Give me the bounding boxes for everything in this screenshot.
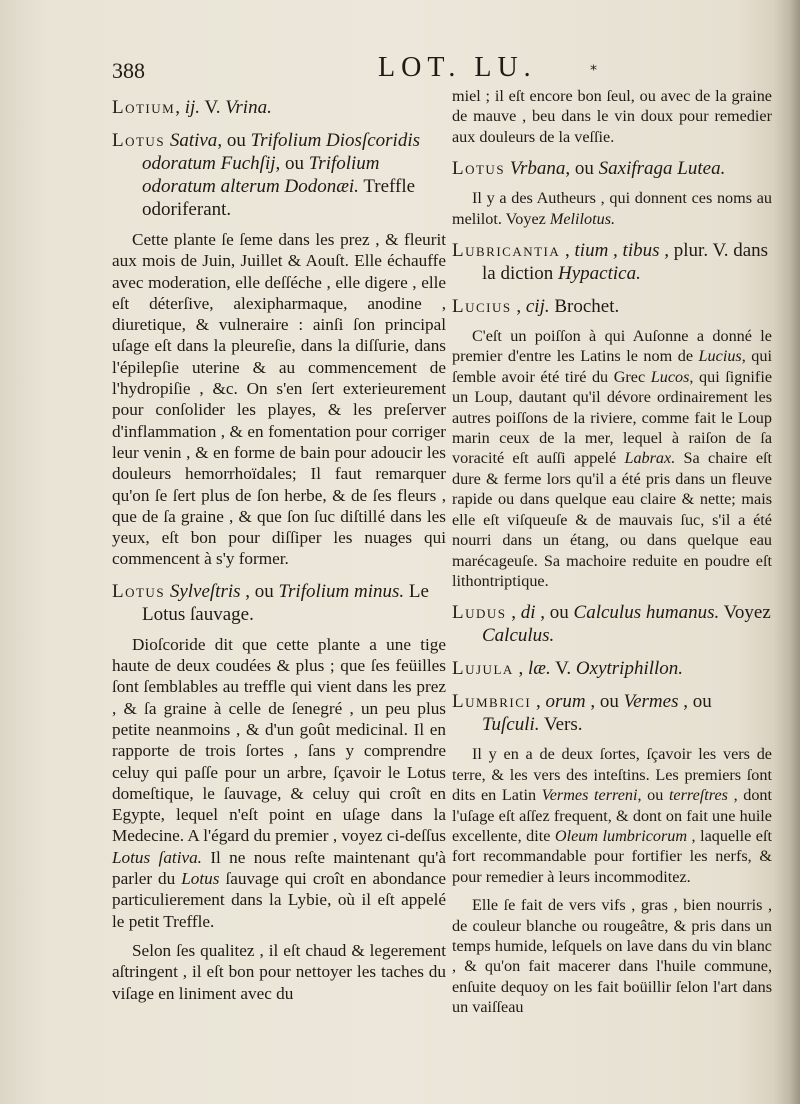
text-run: , [531, 691, 546, 713]
text-run: , ou [217, 130, 251, 151]
italic-text: Sativa [169, 130, 218, 151]
text-run: ſauvage qui croît en abondance particulierement dans la Lybie, où il eſt appelé le petit Treffle. [112, 869, 446, 931]
left-column [112, 86, 446, 1010]
headword: Lumbrici [452, 691, 532, 713]
dictionary-headword-entry [452, 601, 772, 647]
right-column [452, 86, 772, 1024]
text-run: Le Lotus ſauvage. [142, 580, 429, 625]
headword: Lotus [452, 158, 506, 180]
page-gutter-shadow [774, 0, 800, 1104]
dictionary-headword-entry [452, 239, 772, 285]
text-run: Il y en a de deux ſortes, ſçavoir les vers de terre, & les vers des inteſtins. Les premiers ſont dits en Latin [452, 745, 772, 805]
text-run: Il ne nous reſte maintenant qu'à parler du [112, 847, 446, 889]
italic-text: Vermes [623, 691, 679, 713]
text-run: plur. V. dans la diction [482, 240, 769, 285]
italic-text: Hypactica. [557, 263, 641, 285]
text-run: , [511, 296, 526, 318]
text-run: miel ; il eſt encore bon ſeul, ou avec de la graine de mauve , beu dans le vin doux pour remedier aux douleurs de la veſſie. [452, 87, 772, 146]
text-run: Brochet. [549, 296, 620, 318]
dictionary-headword-entry [112, 96, 446, 119]
italic-text: terreſtres [668, 786, 728, 805]
dictionary-headword-entry [452, 690, 772, 736]
italic-text: Calculus humanus. [573, 602, 720, 624]
italic-text: Melilotus. [549, 209, 616, 228]
text-run: Treffle odoriferant. [142, 176, 416, 220]
dictionary-paragraph [112, 229, 446, 570]
italic-text: tium , tibus , [574, 240, 670, 262]
dictionary-paragraph [112, 940, 446, 1004]
dictionary-paragraph [112, 634, 446, 932]
text-run: , ou [275, 153, 309, 174]
headword: Ludus [452, 602, 507, 624]
italic-text: Oxytriphillon. [575, 658, 684, 680]
italic-text: Trifolium odoratum alterum Dodonæi. [142, 153, 380, 197]
text-run: , ou [637, 786, 669, 805]
italic-text: Vermes terreni [541, 786, 638, 805]
text-run: , ou [678, 691, 712, 713]
italic-text: cij. [525, 296, 550, 318]
dictionary-paragraph [452, 326, 772, 591]
text-run: , dont l'uſage eſt aſſez frequent, & dont on fait une huile excellente, dite [452, 786, 773, 845]
text-run: Il y a des Autheurs , qui donnent ces noms au melilot. Voyez [452, 189, 772, 228]
italic-text: di [520, 602, 536, 624]
dictionary-paragraph [452, 188, 772, 229]
running-title: LOT. LU. [378, 52, 537, 83]
dictionary-paragraph [452, 895, 772, 1017]
text-run: , qui ſemble avoir été tiré du Grec [452, 347, 772, 386]
text-run: Vers. [539, 714, 583, 736]
text-run: Dioſcoride dit que cette plante a une tige haute de deux coudées & plus ; que ſes feüilles ſont ſemblables au treffle qui vient dans les prez , & ſa graine à celle de ſenegré , un peu plus petite neanmoins , & d'un goût medicinal. Il en rapporte de trois ſortes , ſans y comprendre celuy qui paſſe pour un arbre, ſçavoir le Lotus domeſtique, le ſauvage, & celuy qui croît en Egypte, lequel n'eſt point en uſage dans la Medecine. A l'égard du premier , voyez ci-deſſus [112, 634, 446, 846]
dictionary-headword-entry [452, 295, 772, 318]
text-run: V. [200, 97, 226, 118]
dictionary-paragraph [452, 86, 772, 147]
dictionary-headword-entry [452, 657, 772, 680]
italic-text: Labrax. [624, 449, 676, 468]
italic-text: Tuſculi. [482, 714, 540, 736]
headword: Lotus [112, 130, 166, 151]
text-run: C'eſt un poiſſon à qui Auſonne a donné le premier d'entre les Latins le nom de [452, 327, 772, 366]
italic-text: Lucos [650, 367, 690, 386]
italic-text: Saxifraga Lutea. [598, 158, 726, 180]
dictionary-headword-entry [112, 580, 446, 626]
text-run: V. [550, 658, 576, 680]
text-run: , ou [585, 691, 624, 713]
italic-text: Lotus ſativa. [112, 847, 202, 867]
text-run: Cette plante ſe ſeme dans les prez , & fleurit aux mois de Juin, Juillet & Aouſt. Elle échauffe avec moderation, elle deſſéche , elle digere , elle eſt déterſive, alexipharmaque, anodine , diuretique, & vulneraire : ainſi ſon principal uſage eſt dans la pleureſie, dans la diſſurie, dans l'épilepſie uterine & au commencement de l'hydropiſie , &c. On s'en ſert exterieurement pour conſolider les playes, & les preſerver d'inflammation , & en fomentation pour corriger leur venin , & en forme de bain pour adoucir les douleurs hemorrhoïdales; Il faut remarquer qu'on ſe ſert plus de ſon herbe, & de ſes fleurs , que de ſa graine , & que ſon ſuc diſtillé dans les yeux, eſt bon pour diſſiper les nuages qui commencent à s'y former. [112, 230, 446, 569]
text-run: , ou [240, 580, 279, 602]
italic-text: Trifolium minus. [278, 580, 405, 602]
headword: Lubricantia [452, 240, 561, 262]
text-run: , ou [565, 158, 599, 180]
headword: Lotium [112, 97, 176, 118]
text-run: , ou [535, 602, 574, 624]
italic-text: Lotus [181, 869, 220, 889]
text-run: Selon ſes qualitez , il eſt chaud & legerement aſtringent , il eſt bon pour nettoyer les taches du viſage en liniment avec du [112, 940, 446, 1003]
italic-text: Trifolium Diosſcoridis odoratum Fuchſij [142, 130, 421, 174]
dictionary-headword-entry [112, 129, 446, 221]
text-run: Elle ſe fait de vers vifs , gras , bien nourris , de couleur blanche ou rougeâtre, & pris dans un temps humide, leſquels on lave dans du vin blanc , & qu'on fait macerer dans l'huile commune, enſuite dequoy on les fait boüillir ſelon l'art dans un vaiſſeau [452, 896, 772, 1017]
italic-text: Calculus. [482, 625, 555, 647]
italic-text: orum [545, 691, 586, 713]
page-number: 388 [112, 58, 145, 83]
headword: Lujula [452, 658, 514, 680]
text-run: , qui ſignifie un Loup, dautant qu'il dévore ordinairement les autres poiſſons de la riviere, comme fait le Loup marin ceux de la mer, lequel à raiſon de ſa voracité eſt auſſi appelé [452, 367, 772, 468]
italic-text: ij. [184, 97, 201, 118]
italic-text: Lucius [698, 347, 742, 366]
headword: Lucius [452, 296, 512, 318]
text-run: , [513, 658, 529, 680]
dictionary-paragraph [452, 744, 772, 887]
text-run: , [506, 602, 521, 624]
text-run: , [175, 97, 185, 118]
italic-text: Vrbana [509, 158, 566, 180]
page-header [112, 52, 792, 86]
text-run: Voyez [719, 602, 771, 624]
headword: Lotus [112, 580, 166, 602]
italic-text: Vrina. [225, 97, 272, 118]
printer-mark: ⁎ [590, 59, 597, 74]
italic-text: Sylveſtris [169, 580, 241, 602]
dictionary-headword-entry [452, 157, 772, 180]
text-run: , [560, 240, 575, 262]
text-run: Sa chaire eſt dure & ferme lors qu'il a été pris dans un fleuve rapide ou dans quelque eau claire & nette; mais elle eſt viſqueuſe & de mauvais ſuc, s'il a été nourri dans un étang, ou dans quelque eau marécageuſe. Sa machoire reduite en poudre eſt lithontriptique. [452, 449, 772, 590]
text-run: , laquelle eſt fort recommandable pour fortifier les nerfs, & pour remedier à leurs incommoditez. [452, 826, 772, 886]
italic-text: læ. [528, 658, 551, 680]
italic-text: Oleum lumbricorum [554, 826, 688, 845]
